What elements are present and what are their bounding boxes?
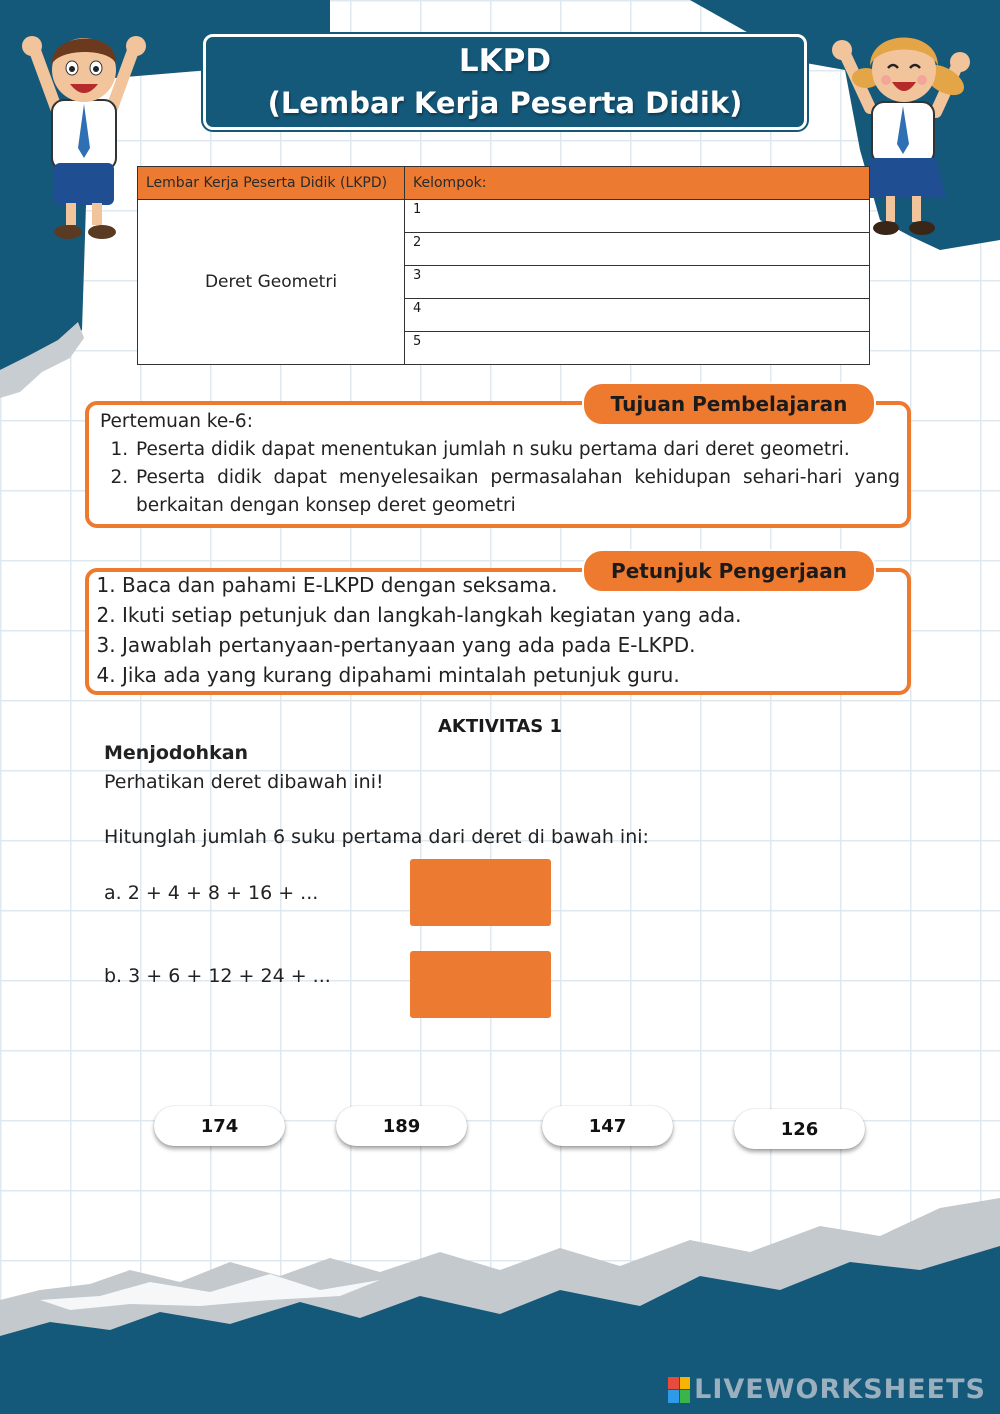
table-header-group: Kelompok:: [405, 167, 870, 200]
liveworksheets-watermark: [668, 1374, 986, 1405]
answer-drop-zone-b[interactable]: [410, 951, 551, 1018]
activity-title: AKTIVITAS 1: [437, 716, 563, 737]
instruction-item: 3. Jawablah pertanyaan-pertanyaan yang ada pada E-LKPD.: [122, 630, 900, 660]
instruction-item: 2. Ikuti setiap petunjuk dan langkah-langkah kegiatan yang ada.: [122, 600, 900, 630]
table-header-lkpd: Lembar Kerja Peserta Didik (LKPD): [138, 167, 405, 200]
title-line1: LKPD: [458, 43, 552, 79]
table-header-row: [138, 167, 870, 200]
group-member-5[interactable]: 5: [405, 332, 870, 365]
watermark-text: LIVEWORKSHEETS: [694, 1374, 986, 1405]
boy-cartoon-illustration: [14, 8, 154, 240]
group-member-4[interactable]: 4: [405, 299, 870, 332]
answer-choice-189[interactable]: 189: [336, 1106, 467, 1146]
instruction-item: 1. Baca dan pahami E-LKPD dengan seksama.: [122, 570, 900, 600]
title-banner: [203, 34, 807, 130]
problem-b-text: b. 3 + 6 + 12 + 24 + ...: [104, 965, 331, 987]
instruction-item: 4. Jika ada yang kurang dipahami mintalah petunjuk guru.: [122, 660, 900, 690]
group-member-1[interactable]: 1: [405, 200, 870, 233]
title-line2: (Lembar Kerja Peserta Didik): [267, 86, 743, 120]
objective-item: 2. Peserta didik dapat menyelesaikan permasalahan kehidupan sehari-hari yang berkaitan dengan konsep deret geometri: [134, 464, 900, 520]
activity-instruction: Perhatikan deret dibawah ini!: [104, 771, 384, 793]
answer-choice-147[interactable]: 147: [542, 1106, 673, 1146]
activity-question: Hitunglah jumlah 6 suku pertama dari deret di bawah ini:: [104, 826, 649, 848]
problem-a-text: a. 2 + 4 + 8 + 16 + ...: [104, 882, 319, 904]
answer-choice-126[interactable]: 126: [734, 1109, 865, 1149]
objective-item: 1. Peserta didik dapat menentukan jumlah n suku pertama dari deret geometri.: [134, 436, 900, 464]
liveworksheets-logo-icon: [668, 1377, 690, 1403]
learning-objectives-tag: Tujuan Pembelajaran: [582, 382, 876, 426]
answer-choice-174[interactable]: 174: [154, 1106, 285, 1146]
instructions-tag: Petunjuk Pengerjaan: [582, 549, 876, 593]
activity-subtitle: Menjodohkan: [104, 742, 249, 764]
group-table: [137, 166, 870, 365]
group-member-3[interactable]: 3: [405, 266, 870, 299]
table-row: [138, 200, 870, 233]
objectives-list: [100, 436, 900, 520]
group-member-2[interactable]: 2: [405, 233, 870, 266]
topic-cell: Deret Geometri: [138, 200, 405, 365]
meeting-label: Pertemuan ke-6:: [100, 411, 253, 432]
answer-drop-zone-a[interactable]: [410, 859, 551, 926]
